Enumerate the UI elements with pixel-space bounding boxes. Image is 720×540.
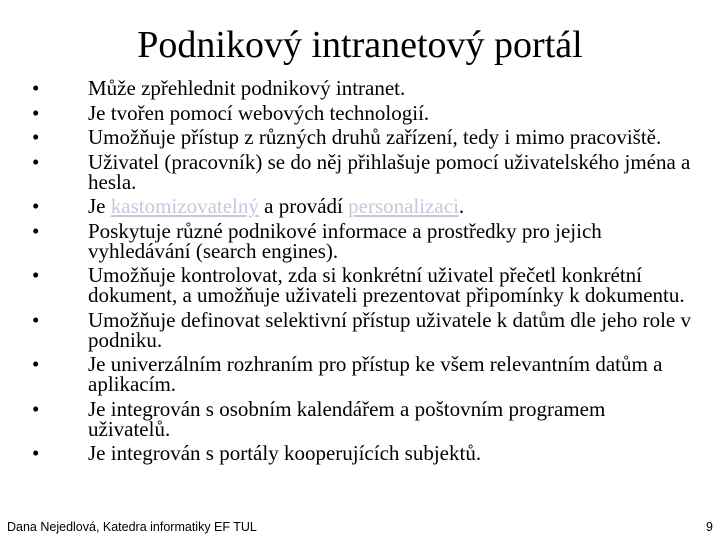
bullet-icon: • [32, 263, 40, 287]
bullet-item [32, 78, 692, 98]
bullet-item [32, 396, 692, 441]
bullet-icon: • [32, 396, 40, 421]
bullet-item [32, 354, 692, 394]
bullet-text-prefix: Je [88, 194, 111, 218]
bullet-item [32, 218, 692, 263]
bullet-text: Poskytuje různé podnikové informace a prostředky pro jejich vyhledávání (search engines). [88, 218, 602, 263]
bullet-item [32, 149, 692, 194]
bullet-text: Je integrován s portály kooperujících subjektů. [88, 441, 482, 465]
link-kastomizovatelny[interactable]: kastomizovatelný [110, 194, 259, 218]
bullet-item [32, 127, 692, 147]
bullet-text-suffix: . [458, 194, 465, 218]
footer-author: Dana Nejedlová, Katedra informatiky EF TUL [7, 520, 257, 534]
bullet-icon: • [32, 441, 40, 465]
bullet-text: Umožňuje kontrolovat, zda si konkrétní uživatel přečetl konkrétní dokument, a umožňuje uživateli prezentovat připomínky k dokumentu. [88, 263, 685, 307]
bullet-text: Je integrován s osobním kalendářem a poštovním programem uživatelů. [88, 396, 606, 441]
bullet-icon: • [32, 149, 40, 174]
bullet-icon: • [32, 125, 40, 149]
bullet-text: Umožňuje definovat selektivní přístup uživatele k datům dle jeho role v podniku. [88, 307, 692, 352]
bullet-icon: • [32, 100, 40, 125]
link-personalizaci[interactable]: personalizaci [348, 194, 459, 218]
page-number: 9 [706, 520, 713, 534]
bullet-text: Je tvořen pomocí webových technologií. [88, 100, 430, 125]
bullet-text-middle: a provádí [258, 194, 349, 218]
bullet-text: Je univerzálním rozhraním pro přístup ke všem relevantním datům a aplikacím. [88, 352, 663, 396]
bullet-icon: • [32, 194, 40, 218]
bullet-item [32, 443, 692, 463]
bullet-icon: • [32, 307, 40, 332]
bullet-text: Uživatel (pracovník) se do něj přihlašuje pomocí uživatelského jména a hesla. [88, 149, 691, 194]
bullet-item [32, 265, 692, 305]
bullet-text: Umožňuje přístup z různých druhů zařízení, tedy i mimo pracoviště. [88, 125, 662, 149]
slide-title: Podnikový intranetový portál [137, 24, 583, 66]
bullet-item [32, 196, 692, 216]
bullet-list [32, 78, 692, 468]
bullet-item [32, 307, 692, 352]
bullet-text: Může zpřehlednit podnikový intranet. [88, 76, 406, 100]
bullet-icon: • [32, 352, 40, 376]
bullet-icon: • [32, 218, 40, 243]
bullet-icon: • [32, 76, 40, 100]
bullet-item [32, 100, 692, 125]
